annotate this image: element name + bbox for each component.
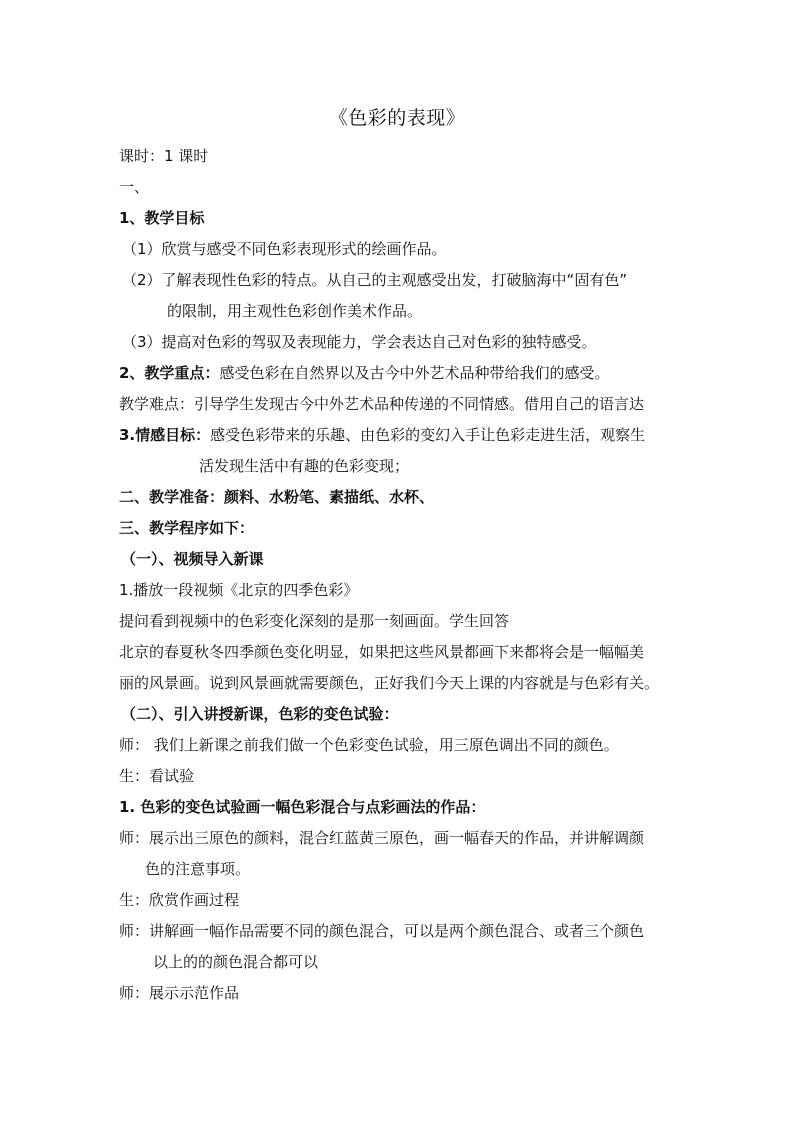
goal-1: （1）欣赏与感受不同色彩表现形式的绘画作品。 — [122, 240, 447, 258]
part-two-heading: （二）、引入讲授新课，色彩的变色试验： — [121, 705, 399, 723]
difficulty-line: 教学难点：引导学生发现古今中外艺术品种传递的不同情感。借用自己的语言达 — [119, 395, 645, 413]
teacher-line-3-continued: 以上的的颜色混合都可以 — [153, 953, 319, 971]
class-hours: 课时：1 课时 — [119, 147, 209, 165]
section-one-heading: 一、 — [119, 178, 150, 196]
teacher-line-4: 师：展示示范作品 — [119, 984, 240, 1002]
experiment-heading: 1. 色彩的变色试验画一幅色彩混合与点彩画法的作品： — [119, 798, 486, 816]
student-line-1: 生：看试验 — [119, 767, 195, 785]
emotion-goal-text: 感受色彩带来的乐趣、由色彩的变幻入手让色彩走进生活，观察生 — [210, 426, 646, 444]
teacher-line-1: 师： 我们上新课之前我们做一个色彩变色试验，用三原色调出不同的颜色。 — [119, 736, 619, 754]
part-one-heading: （一）、视频导入新课 — [121, 550, 264, 568]
emotion-goal-continued: 活发现生活中有趣的色彩变现； — [199, 457, 410, 475]
student-line-2: 生：欣赏作画过程 — [119, 891, 240, 909]
goal-3: （3）提高对色彩的驾驭及表现能力，学会表达自己对色彩的独特感受。 — [122, 333, 597, 351]
key-point-label: 2、教学重点： — [119, 364, 220, 382]
teacher-line-2: 师：展示出三原色的颜料，混合红蓝黄三原色，画一幅春天的作品，并讲解调颜 — [119, 829, 645, 847]
emotion-goal-line — [119, 425, 689, 445]
goal-2-continued: 的限制，用主观性色彩创作美术作品。 — [167, 302, 423, 320]
teaching-goals-heading: 1、教学目标 — [119, 209, 205, 227]
teacher-line-3: 师：讲解画一幅作品需要不同的颜色混合，可以是两个颜色混合、或者三个颜色 — [119, 922, 645, 940]
goal-2: （2）了解表现性色彩的特点。从自己的主观感受出发，打破脑海中“固有色” — [122, 271, 628, 289]
emotion-goal-label: 3.情感目标： — [119, 426, 211, 444]
key-point-text: 感受色彩在自然界以及古今中外艺术品种带给我们的感受。 — [219, 364, 610, 382]
question-line: 提问看到视频中的色彩变化深刻的是那一刻画面。学生回答 — [119, 612, 510, 630]
teacher-line-2-continued: 色的注意事项。 — [145, 860, 251, 878]
procedure-heading: 三、教学程序如下： — [119, 519, 255, 537]
preparation-heading: 二、教学准备：颜料、水粉笔、素描纸、水杯、 — [119, 488, 435, 506]
beijing-line-1: 北京的春夏秋冬四季颜色变化明显，如果把这些风景都画下来都将会是一幅幅美 — [119, 643, 645, 661]
key-point-line — [119, 363, 689, 383]
beijing-line-2: 丽的风景画。说到风景画就需要颜色，正好我们今天上课的内容就是与色彩有关。 — [119, 674, 660, 692]
video-line: 1.播放一段视频《北京的四季色彩》 — [119, 581, 359, 599]
document-title: 《色彩的表现》 — [328, 107, 466, 129]
